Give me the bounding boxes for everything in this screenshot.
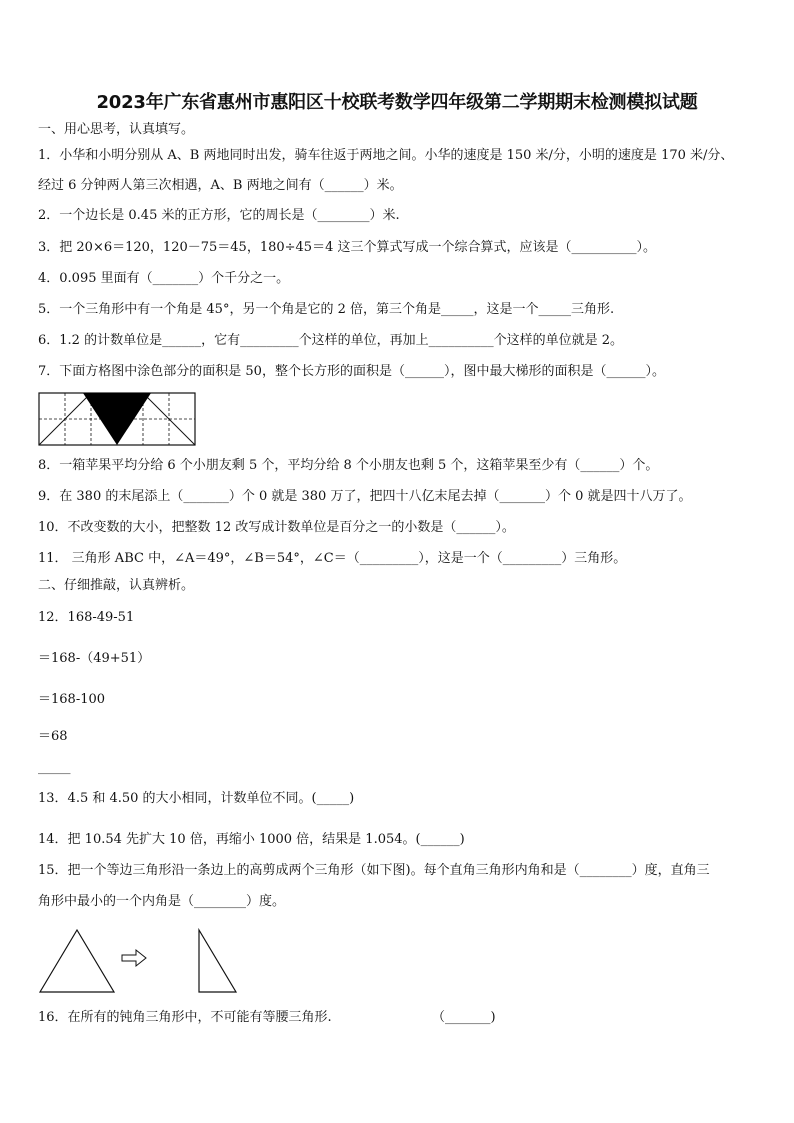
question-12-step-1: ＝168-（49+51） (38, 651, 151, 666)
question-12-answer-blank: _____ (38, 760, 71, 775)
question-6: 6．1.2 的计数单位是______，它有_________个这样的单位，再加上__________个这样的单位就是 2。 (38, 333, 623, 348)
question-15-figure (38, 926, 248, 996)
question-3: 3．把 20×6＝120，120－75＝45，180÷45＝4 这三个算式写成一个综合算式，应该是（__________）。 (38, 240, 656, 255)
question-12-step-2: ＝168-100 (38, 692, 106, 707)
question-15-line-1: 15．把一个等边三角形沿一条边上的高剪成两个三角形（如下图)。每个直角三角形内角和是（________）度，直角三 (38, 863, 710, 878)
question-16-answer-blank: （_______) (432, 1010, 496, 1025)
question-4: 4．0.095 里面有（_______）个千分之一。 (38, 271, 290, 286)
question-12-step-3: ＝68 (38, 729, 68, 744)
question-1-line-1: 1．小华和小明分别从 A、B 两地同时出发，骑车往返于两地之间。小华的速度是 150 米/分，小明的速度是 170 米/分、 (38, 148, 734, 163)
question-9: 9．在 380 的末尾添上（_______）个 0 就是 380 万了，把四十八亿末尾去掉（_______）个 0 就是四十八万了。 (38, 489, 692, 504)
question-7-grid-figure (38, 392, 196, 446)
page-title: 2023年广东省惠州市惠阳区十校联考数学四年级第二学期期末检测模拟试题 (96, 92, 698, 113)
question-8: 8．一箱苹果平均分给 6 个小朋友剩 5 个，平均分给 8 个小朋友也剩 5 个，这箱苹果至少有（______）个。 (38, 458, 659, 473)
question-12: 12．168-49-51 (38, 610, 135, 625)
question-1-line-2: 经过 6 分钟两人第三次相遇，A、B 两地之间有（______）米。 (38, 178, 403, 193)
question-15-line-2: 角形中最小的一个内角是（________）度。 (38, 894, 286, 909)
question-16: 16．在所有的钝角三角形中，不可能有等腰三角形. (38, 1010, 332, 1025)
question-5: 5．一个三角形中有一个角是 45°，另一个角是它的 2 倍，第三个角是_____，这是一个_____三角形. (38, 302, 615, 317)
equilateral-triangle (40, 930, 114, 992)
right-triangle (199, 930, 236, 992)
question-2: 2．一个边长是 0.45 米的正方形，它的周长是（________）米. (38, 208, 400, 223)
section-heading-1: 一、用心思考，认真填写。 (38, 122, 195, 137)
question-14: 14．把 10.54 先扩大 10 倍，再缩小 1000 倍，结果是 1.054。(______) (38, 832, 465, 847)
section-heading-2: 二、仔细推敲，认真辨析。 (38, 578, 195, 593)
question-10: 10．不改变数的大小，把整数 12 改写成计数单位是百分之一的小数是（______）。 (38, 520, 515, 535)
question-11: 11． 三角形 ABC 中，∠A＝49°，∠B＝54°，∠C＝（_________），这是一个（_________）三角形。 (38, 551, 627, 566)
question-7: 7．下面方格图中涂色部分的面积是 50，整个长方形的面积是（______），图中最大梯形的面积是（______）。 (38, 364, 665, 379)
hollow-right-arrow-icon (122, 950, 146, 966)
question-13: 13．4.5 和 4.50 的大小相同，计数单位不同。(_____) (38, 791, 355, 806)
